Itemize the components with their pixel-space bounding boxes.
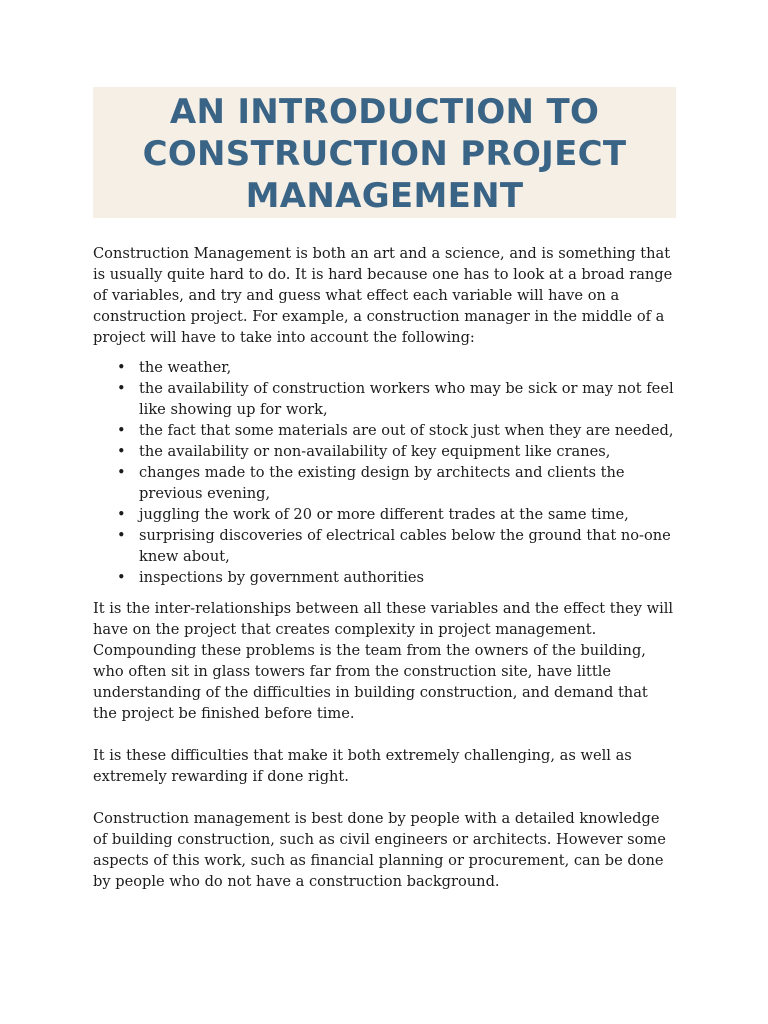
list-item bbox=[93, 462, 676, 504]
bullet-icon: • bbox=[117, 464, 126, 481]
list-item bbox=[93, 504, 676, 525]
list-item bbox=[93, 420, 676, 441]
list-item bbox=[93, 378, 676, 420]
list-item-text: the weather, bbox=[139, 359, 232, 376]
list-item-text: inspections by government authorities bbox=[139, 569, 424, 586]
list-item bbox=[93, 567, 676, 588]
bullet-icon: • bbox=[117, 422, 126, 439]
paragraph-challenging: It is these difficulties that make it both extremely challenging, as well as extremely rewarding if done right. bbox=[93, 747, 632, 785]
list-item-text: juggling the work of 20 or more different trades at the same time, bbox=[139, 506, 629, 523]
title-line-1: AN INTRODUCTION TO bbox=[169, 91, 600, 132]
document-page bbox=[93, 87, 676, 892]
bullet-icon: • bbox=[117, 527, 126, 544]
list-item-text: the availability or non-availability of key equipment like cranes, bbox=[139, 443, 611, 460]
list-item bbox=[93, 357, 676, 378]
title-line-2: CONSTRUCTION PROJECT bbox=[142, 133, 627, 174]
list-item bbox=[93, 441, 676, 462]
list-item-text: changes made to the existing design by architects and clients the previous evening, bbox=[139, 464, 625, 502]
list-item bbox=[93, 525, 676, 567]
title-banner bbox=[93, 87, 676, 218]
list-item-text: the fact that some materials are out of stock just when they are needed, bbox=[139, 422, 674, 439]
title-line-3: MANAGEMENT bbox=[245, 175, 524, 216]
document-body bbox=[93, 243, 676, 892]
bullet-icon: • bbox=[117, 380, 126, 397]
bullet-icon: • bbox=[117, 443, 126, 460]
paragraph-complexity: It is the inter-relationships between all these variables and the effect they will have on the project that creates complexity in project management. Compounding these problems is the team from the owners of the building, who often sit in glass towers far from the construction site, have little understanding of the difficulties in building construction, and demand that the project be finished before time. bbox=[93, 600, 674, 722]
intro-paragraph: Construction Management is both an art and a science, and is something that is usually quite hard to do. It is hard because one has to look at a broad range of variables, and try and guess what effect each variable will have on a construction project. For example, a construction manager in the middle of a project will have to take into account the following: bbox=[93, 245, 673, 346]
bullet-icon: • bbox=[117, 506, 126, 523]
bullet-icon: • bbox=[117, 569, 126, 586]
variables-list bbox=[93, 357, 676, 588]
bullet-icon: • bbox=[117, 359, 126, 376]
list-item-text: the availability of construction workers who may be sick or may not feel like showing up for work, bbox=[139, 380, 674, 418]
list-item-text: surprising discoveries of electrical cables below the ground that no-one knew about, bbox=[139, 527, 671, 565]
paragraph-who-manages: Construction management is best done by people with a detailed knowledge of building construction, such as civil engineers or architects. However some aspects of this work, such as financial planning or procurement, can be done by people who do not have a construction background. bbox=[93, 810, 666, 890]
